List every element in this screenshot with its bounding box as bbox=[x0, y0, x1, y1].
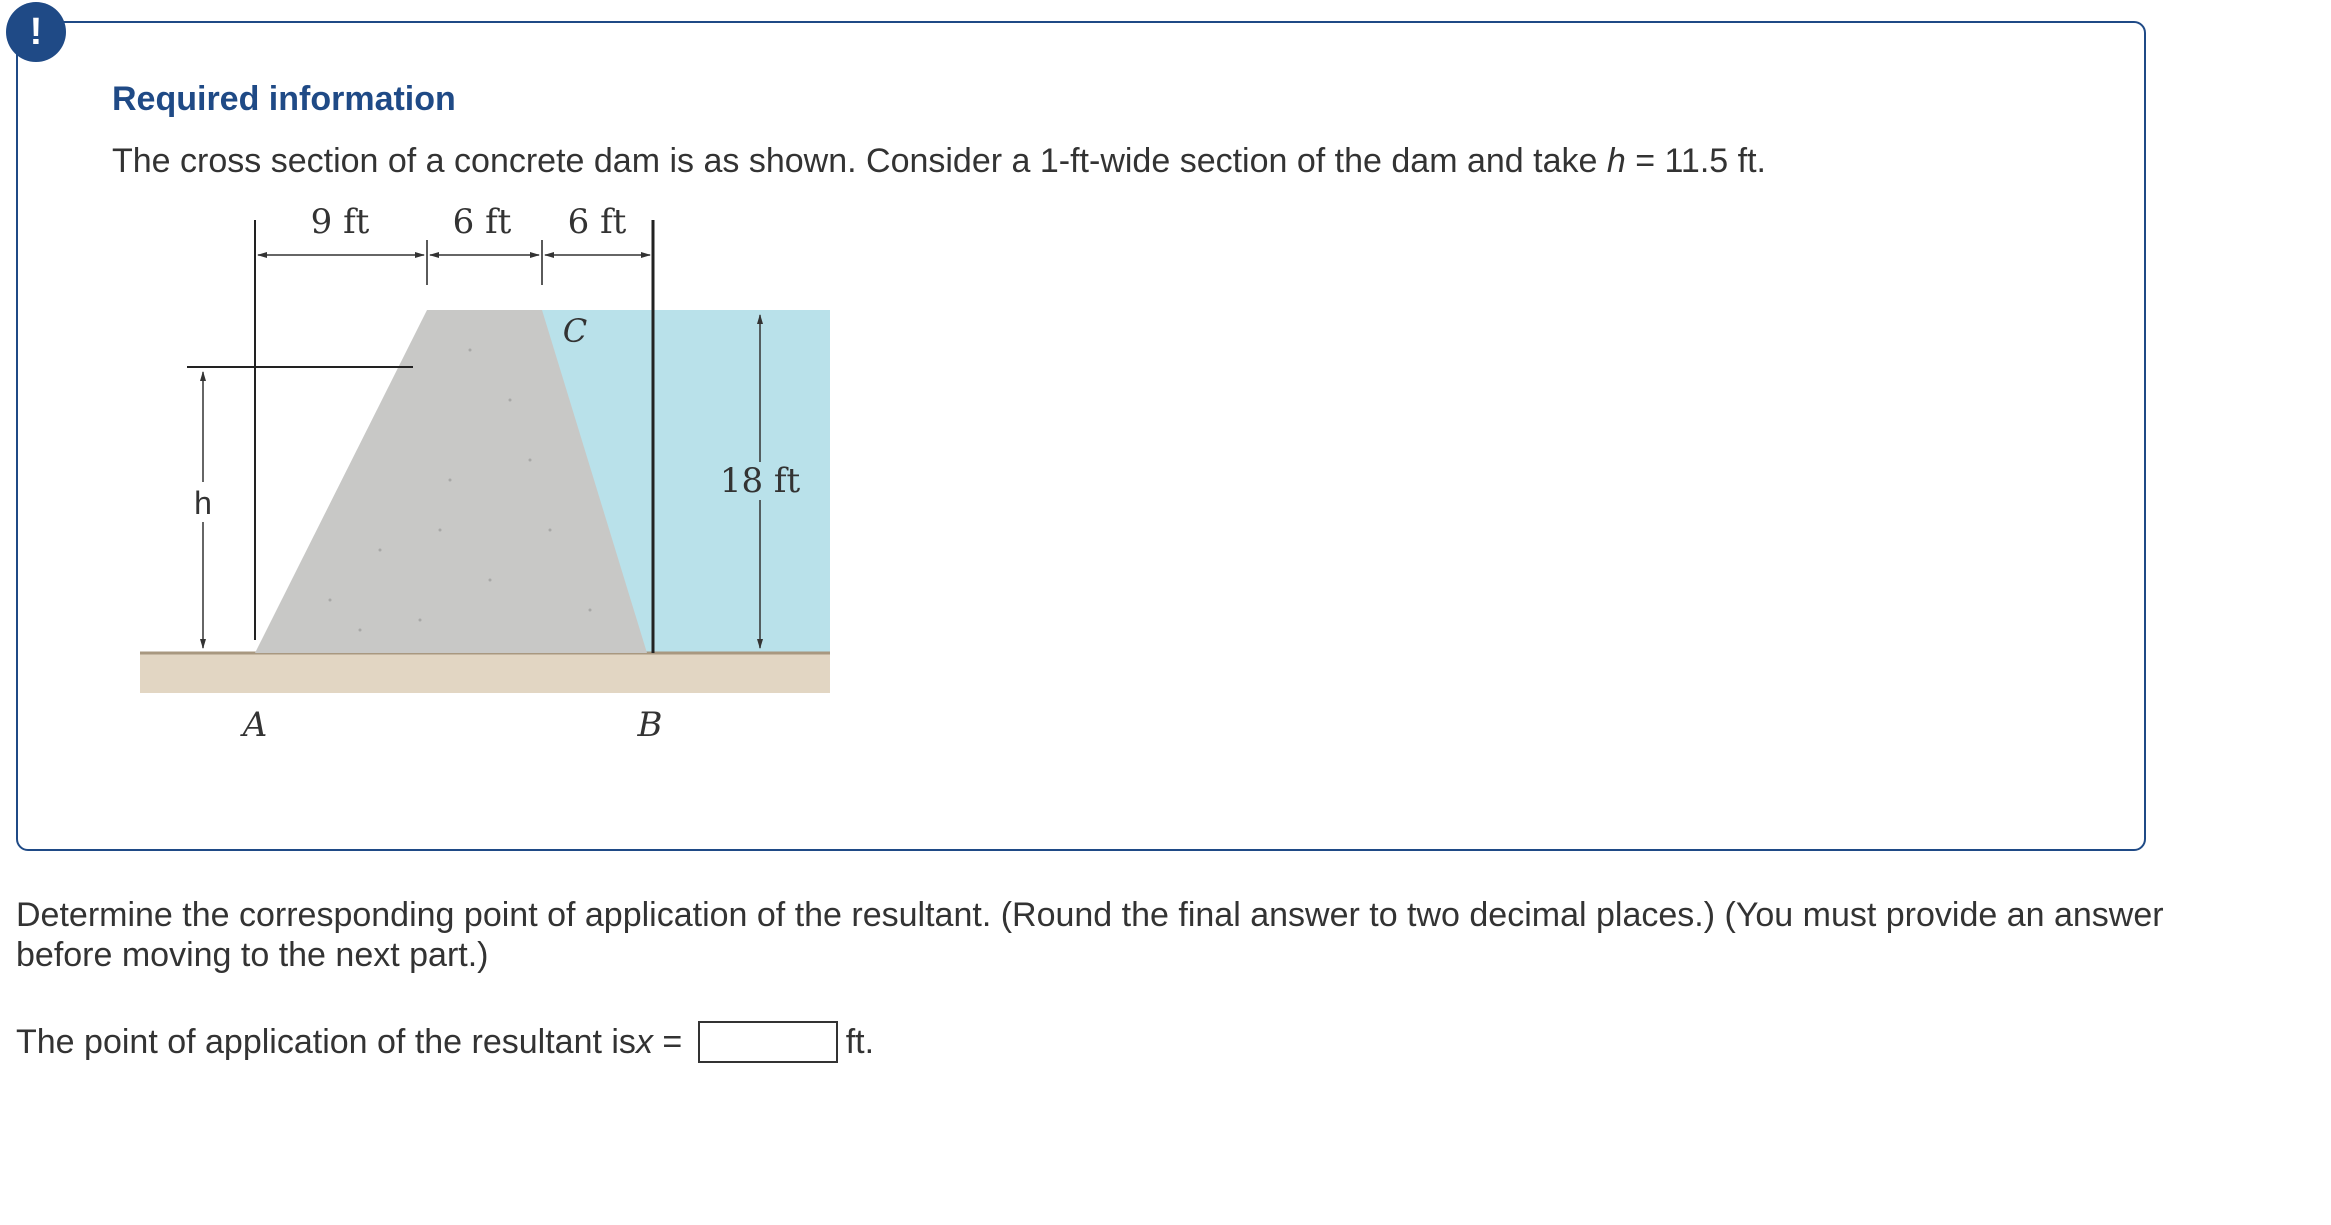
answer-unit: ft. bbox=[845, 1022, 875, 1061]
problem-statement bbox=[112, 142, 1766, 181]
dam-cross-section-figure bbox=[130, 200, 860, 760]
alert-badge bbox=[6, 2, 66, 62]
answer-row bbox=[16, 1018, 874, 1066]
question-text: Determine the corresponding point of application of the resultant. (Round the final answer to two decimal places.) (You must provide an answer before moving to the next part.) bbox=[16, 896, 2164, 974]
problem-statement-text: The cross section of a concrete dam is as shown. Consider a 1-ft-wide section of the dam and take bbox=[112, 142, 1607, 180]
dimension-label-6ft-middle: 6 ft bbox=[452, 202, 512, 242]
answer-input[interactable] bbox=[698, 1021, 838, 1063]
dimension-label-9ft: 9 ft bbox=[310, 202, 370, 242]
answer-variable-x: x bbox=[635, 1022, 653, 1061]
point-label-a: A bbox=[242, 705, 268, 745]
answer-equals: = bbox=[652, 1022, 692, 1061]
exclamation-icon: ! bbox=[29, 11, 43, 53]
required-information-heading: Required information bbox=[112, 80, 456, 118]
problem-variable-h: h bbox=[1606, 142, 1626, 180]
dimension-label-6ft-right: 6 ft bbox=[567, 202, 627, 242]
h-label: h bbox=[194, 485, 212, 521]
point-label-c: C bbox=[562, 312, 588, 350]
problem-statement-value: = 11.5 ft. bbox=[1625, 142, 1766, 180]
point-label-b: B bbox=[637, 705, 663, 745]
answer-label: The point of application of the resultant is bbox=[16, 1022, 636, 1061]
ground-base bbox=[140, 653, 830, 693]
water-depth-label: 18 ft bbox=[719, 461, 801, 501]
